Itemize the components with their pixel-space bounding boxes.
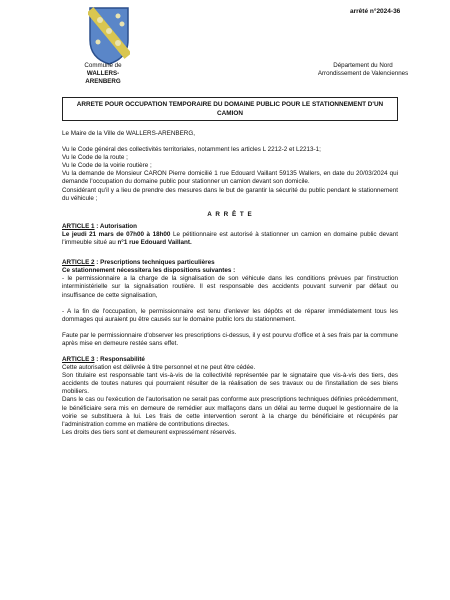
arrete-heading: A R R Ê T E bbox=[207, 210, 253, 218]
article2-heading bbox=[62, 259, 398, 267]
article1-body: Le pétitionnaire est autorisé à stationner un camion en domaine public devant l'immeuble situé au bbox=[62, 230, 398, 247]
article2-item1: - le permissionnaire a la charge de la signalisation de son véhicule dans les conditions prévues par l'instruction interministérielle sur la signalisation routière. Il est responsable des accidents pouvant survenir par défaut ou insuffisance de cette signalisation, bbox=[62, 275, 398, 299]
article2-faute: Faute par le permissionnaire d'observer les prescriptions ci-dessus, il y est pourvu d'office et à ses frais par la commune après mise en demeure restée sans effet. bbox=[62, 331, 398, 347]
document-title: ARRETE POUR OCCUPATION TEMPORAIRE DU DOMAINE PUBLIC POUR LE STATIONNEMENT D'UN CAMION bbox=[62, 97, 398, 121]
article1-address: n°1 rue Edouard Vaillant. bbox=[117, 239, 192, 247]
article2-label: ARTICLE 2 bbox=[62, 259, 95, 267]
arrete-number: arrêté n°2024-36 bbox=[350, 8, 401, 15]
article1-label: ARTICLE 1 bbox=[62, 222, 95, 230]
article1-heading bbox=[62, 223, 398, 231]
vu-code-route: Vu le Code de la route ; bbox=[62, 154, 128, 162]
commune-label: Commune de bbox=[84, 62, 122, 69]
vu-demande: Vu la demande de Monsieur CARON Pierre domicilié 1 rue Edouard Vaillant 59135 Wallers, en date du 20/03/2024 qui demande l'occupation du domaine public pour stationner un camion devant son domicile. bbox=[62, 170, 398, 186]
article3-heading bbox=[62, 356, 398, 364]
article1-title: : Autorisation bbox=[94, 222, 137, 230]
article3-label: ARTICLE 3 bbox=[62, 355, 95, 363]
article3-line4: Les droits des tiers sont et demeurent expressément réservés. bbox=[62, 428, 237, 436]
mayor-line: Le Maire de la Ville de WALLERS-ARENBERG, bbox=[62, 130, 195, 137]
considerant: Considérant qu'il y a lieu de prendre des mesures dans le but de garantir la sécurité du public pendant le stationnement du véhicule ; bbox=[62, 186, 398, 202]
article3-line2: Son titulaire est responsable tant vis-à-vis de la collectivité représentée par le signataire que vis-à-vis des tiers, des accidents de toutes natures qui pourraient résulter de la réalisation de ses travaux ou de l'installation de ses biens mobiliers. bbox=[62, 372, 398, 396]
department-name: Département du Nord bbox=[333, 62, 393, 69]
article2-title: : Prescriptions techniques particulières bbox=[94, 259, 215, 267]
vu-code-voirie: Vu le Code de la voirie routière ; bbox=[62, 162, 152, 170]
article3-line1: Cette autorisation est délivrée à titre personnel et ne peut être cédée. bbox=[62, 364, 256, 372]
commune-name: WALLERS-ARENBERG bbox=[85, 70, 121, 85]
department-block bbox=[293, 62, 433, 78]
article3-title: : Responsabilité bbox=[94, 355, 145, 363]
vu-cgct: Vu le Code général des collectivités territoriales, notamment les articles L 2212-2 et L2213-1; bbox=[62, 146, 321, 154]
arrondissement-name: Arrondissement de Valenciennes bbox=[317, 70, 409, 77]
article2-subtitle: Ce stationnement nécessitera les dispositions suivantes : bbox=[62, 267, 236, 275]
municipal-crest-logo bbox=[88, 6, 130, 66]
article3-line3: Dans le cas ou l'exécution de l'autorisation ne serait pas conforme aux prescriptions techniques définies précédemment, le bénéficiaire sera mis en demeure de remédier aux malfaçons dans un délai au terme duquel le gestionnaire de la voirie se substituera à lui. Les frais de cette intervention seront à la charge du bénéficiaire et récupérés par l'administration comme en matière de contributions directes. bbox=[62, 396, 398, 428]
article1-date: Le jeudi 21 mars de 07h00 à 18h00 bbox=[62, 230, 171, 238]
commune-block bbox=[72, 62, 134, 86]
document-body bbox=[62, 130, 398, 437]
article2-item2: - A la fin de l'occupation, le permissionnaire est tenu d'enlever les dépôts et de réparer immédiatement tous les dommages qui auraient pu être causés sur le domaine public lors du stationnement. bbox=[62, 307, 398, 323]
article1-text bbox=[62, 231, 398, 247]
